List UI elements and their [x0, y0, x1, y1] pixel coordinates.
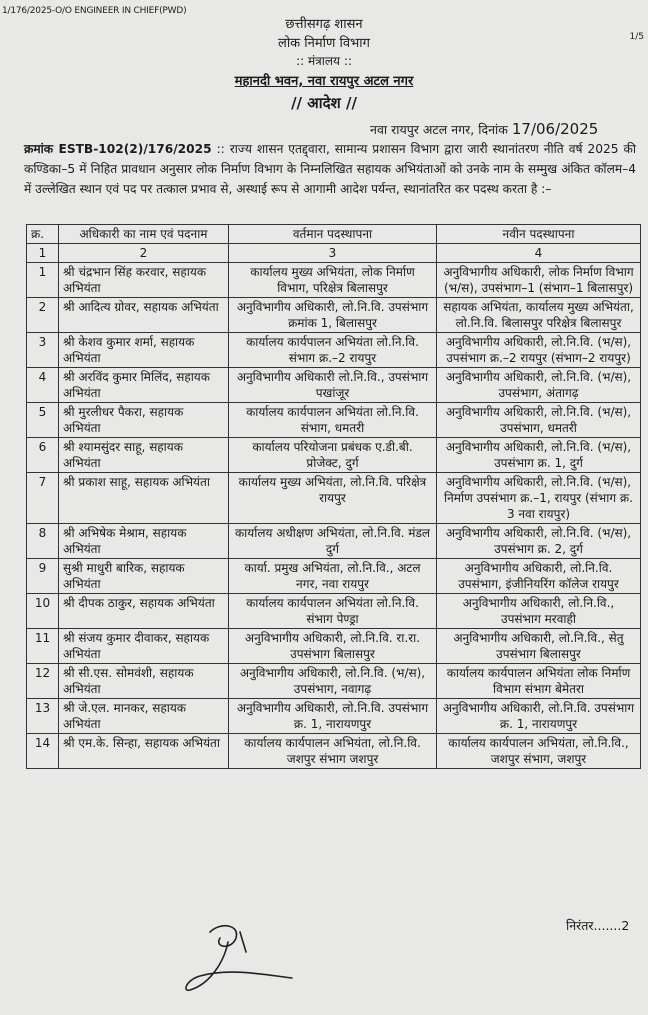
row-new-posting: कार्यालय कार्यपालन अभियंता लोक निर्माण विभाग संभाग बेमेतरा — [437, 664, 641, 699]
row-serial: 5 — [27, 403, 59, 438]
row-new-posting: अनुविभागीय अधिकारी, लो.नि.वि. (भ/स), उपसंभाग, धमतरी — [437, 403, 641, 438]
row-officer-name: श्री जे.एल. मानकर, सहायक अभियंता — [59, 699, 229, 734]
row-serial: 13 — [27, 699, 59, 734]
row-new-posting: अनुविभागीय अधिकारी, लो.नि.वि. (भ/स), उपसंभाग क्र. 2, दुर्ग — [437, 524, 641, 559]
row-current-posting: अनुविभागीय अधिकारी, लो.नि.वि. (भ/स), उपसंभाग, नवागढ़ — [229, 664, 437, 699]
table-row — [27, 629, 641, 664]
table-row — [27, 664, 641, 699]
table-row — [27, 298, 641, 333]
row-new-posting: अनुविभागीय अधिकारी, लो.नि.वि. उपसंभाग, इंजीनियरिंग कॉलेज रायपुर — [437, 559, 641, 594]
table-column-number-row — [27, 244, 641, 263]
row-serial: 1 — [27, 263, 59, 298]
col-number: 2 — [59, 244, 229, 263]
row-serial: 7 — [27, 473, 59, 524]
row-current-posting: कार्यालय कार्यपालन अभियंता लो.नि.वि. संभाग पेण्ड्रा — [229, 594, 437, 629]
table-row — [27, 473, 641, 524]
header-current-posting: वर्तमान पदस्थापना — [229, 225, 437, 244]
row-new-posting: अनुविभागीय अधिकारी, लो.नि.वि. (भ/स), निर्माण उपसंभाग क्र.–1, रायपुर (संभाग क्र. 3 नवा रायपुर) — [437, 473, 641, 524]
order-number: क्रमांक ESTB-102(2)/176/2025 — [24, 142, 212, 156]
row-current-posting: कार्यालय कार्यपालन अभियंता लो.नि.वि. संभाग, धमतरी — [229, 403, 437, 438]
order-paragraph — [24, 139, 636, 199]
ministry-label: :: मंत्रालय :: — [296, 54, 352, 68]
row-current-posting: कार्यालय मुख्य अभियंता, लो.नि.वि. परिक्षेत्र रायपुर — [229, 473, 437, 524]
row-new-posting: अनुविभागीय अधिकारी, लो.नि.वि. उपसंभाग क्र. 1, नारायणपुर — [437, 699, 641, 734]
table-row — [27, 368, 641, 403]
table-row — [27, 699, 641, 734]
row-serial: 14 — [27, 734, 59, 769]
row-serial: 11 — [27, 629, 59, 664]
row-officer-name: श्री संजय कुमार दीवाकर, सहायक अभियंता — [59, 629, 229, 664]
row-new-posting: अनुविभागीय अधिकारी, लो.नि.वि., उपसंभाग मरवाही — [437, 594, 641, 629]
row-current-posting: कार्यालय मुख्य अभियंता, लोक निर्माण विभाग, परिक्षेत्र बिलासपुर — [229, 263, 437, 298]
continued-note: निरंतर.......2 — [566, 918, 630, 933]
row-new-posting: अनुविभागीय अधिकारी, लो.नि.वि. (भ/स), उपसंभाग क्र.–2 रायपुर (संभाग–2 रायपुर) — [437, 333, 641, 368]
header-new-posting: नवीन पदस्थापना — [437, 225, 641, 244]
row-officer-name: श्री दीपक ठाकुर, सहायक अभियंता — [59, 594, 229, 629]
row-officer-name: श्री एम.के. सिन्हा, सहायक अभियंता — [59, 734, 229, 769]
row-officer-name: श्री श्यामसुंदर साहू, सहायक अभियंता — [59, 438, 229, 473]
department-name: लोक निर्माण विभाग — [278, 36, 370, 51]
row-current-posting: कार्यालय कार्यपालन अभियंता लो.नि.वि. संभाग क्र.–2 रायपुर — [229, 333, 437, 368]
row-new-posting: अनुविभागीय अधिकारी, लो.नि.वि. (भ/स), उपसंभाग, अंतागढ़ — [437, 368, 641, 403]
row-officer-name: श्री केशव कुमार शर्मा, सहायक अभियंता — [59, 333, 229, 368]
table-row — [27, 734, 641, 769]
table-row — [27, 333, 641, 368]
row-officer-name: श्री अरविंद कुमार मिलिंद, सहायक अभियंता — [59, 368, 229, 403]
row-current-posting: कार्यालय परियोजना प्रबंधक ए.डी.बी. प्रोजेक्ट, दुर्ग — [229, 438, 437, 473]
col-number: 3 — [229, 244, 437, 263]
row-current-posting: अनुविभागीय अधिकारी, लो.नि.वि. उपसंभाग क्र. 1, नारायणपुर — [229, 699, 437, 734]
row-current-posting: अनुविभागीय अधिकारी लो.नि.वि., उपसंभाग पखांजूर — [229, 368, 437, 403]
row-officer-name: श्री प्रकाश साहू, सहायक अभियंता — [59, 473, 229, 524]
row-current-posting: कार्यालय अधीक्षण अभियंता, लो.नि.वि. मंडल दुर्ग — [229, 524, 437, 559]
row-officer-name: श्री आदित्य ग्रोवर, सहायक अभियंता — [59, 298, 229, 333]
order-title: // आदेश // — [291, 94, 357, 112]
table-row — [27, 524, 641, 559]
date-prefix: नवा रायपुर अटल नगर, दिनांक — [370, 122, 508, 137]
table-row — [27, 263, 641, 298]
row-current-posting: कार्यालय कार्यपालन अभियंता, लो.नि.वि. जशपुर संभाग जशपुर — [229, 734, 437, 769]
row-new-posting: अनुविभागीय अधिकारी, लो.नि.वि., सेतु उपसंभाग बिलासपुर — [437, 629, 641, 664]
row-new-posting: कार्यालय कार्यपालन अभियंता, लो.नि.वि., जशपुर संभाग, जशपुर — [437, 734, 641, 769]
order-body-text: :: राज्य शासन एतद्द्वारा, सामान्य प्रशासन विभाग द्वारा जारी स्थानांतरण नीति वर्ष 2025 की कण्डिका–5 में निहित प्रावधान अनुसार लोक निर्माण विभाग के निम्नलिखित सहायक अभियंताओं को उनके नाम के सम्मुख अंकित कॉलम–4 में उल्लेखित स्थान एवं पद पर तत्काल प्रभाव से, अस्थाई रूप से आगामी आदेश पर्यन्त, स्थानांतरित कर पदस्थ करता है :– — [24, 142, 636, 196]
row-serial: 2 — [27, 298, 59, 333]
row-new-posting: अनुविभागीय अधिकारी, लोक निर्माण विभाग (भ/स), उपसंभाग–1 (संभाग–1 बिलासपुर) — [437, 263, 641, 298]
office-address: महानदी भवन, नवा रायपुर अटल नगर — [234, 74, 414, 89]
row-current-posting: अनुविभागीय अधिकारी, लो.नि.वि. रा.रा. उपसंभाग बिलासपुर — [229, 629, 437, 664]
page-mark: 1/5 — [629, 32, 644, 42]
row-officer-name: श्री चंद्रभान सिंह करवार, सहायक अभियंता — [59, 263, 229, 298]
row-officer-name: श्री अभिषेक मेश्राम, सहायक अभियंता — [59, 524, 229, 559]
row-serial: 12 — [27, 664, 59, 699]
row-current-posting: कार्या. प्रमुख अभियंता, लो.नि.वि., अटल नगर, नवा रायपुर — [229, 559, 437, 594]
signature-image — [180, 918, 300, 1000]
row-serial: 6 — [27, 438, 59, 473]
govt-name: छत्तीसगढ़ शासन — [285, 17, 363, 32]
document-reference: 1/176/2025-O/O ENGINEER IN CHIEF(PWD) — [2, 6, 187, 16]
row-new-posting: अनुविभागीय अधिकारी, लो.नि.वि. (भ/स), उपसंभाग क्र. 1, दुर्ग — [437, 438, 641, 473]
row-new-posting: सहायक अभियंता, कार्यालय मुख्य अभियंता, लो.नि.वि. बिलासपुर परिक्षेत्र बिलासपुर — [437, 298, 641, 333]
row-officer-name: श्री सी.एस. सोमवंशी, सहायक अभियंता — [59, 664, 229, 699]
row-serial: 8 — [27, 524, 59, 559]
col-number: 4 — [437, 244, 641, 263]
row-officer-name: श्री मुरलीधर पैकरा, सहायक अभियंता — [59, 403, 229, 438]
header-serial: क्र. — [27, 225, 59, 244]
header-name: अधिकारी का नाम एवं पदनाम — [59, 225, 229, 244]
table-header-row — [27, 225, 641, 244]
row-current-posting: अनुविभागीय अधिकारी, लो.नि.वि. उपसंभाग क्रमांक 1, बिलासपुर — [229, 298, 437, 333]
date-value: 17/06/2025 — [511, 120, 599, 138]
col-number: 1 — [27, 244, 59, 263]
row-serial: 10 — [27, 594, 59, 629]
row-serial: 3 — [27, 333, 59, 368]
row-serial: 4 — [27, 368, 59, 403]
row-serial: 9 — [27, 559, 59, 594]
transfer-table — [26, 224, 641, 769]
table-row — [27, 594, 641, 629]
row-officer-name: सुश्री माधुरी बारिक, सहायक अभियंता — [59, 559, 229, 594]
table-row — [27, 559, 641, 594]
order-date — [370, 120, 598, 138]
table-row — [27, 438, 641, 473]
table-row — [27, 403, 641, 438]
